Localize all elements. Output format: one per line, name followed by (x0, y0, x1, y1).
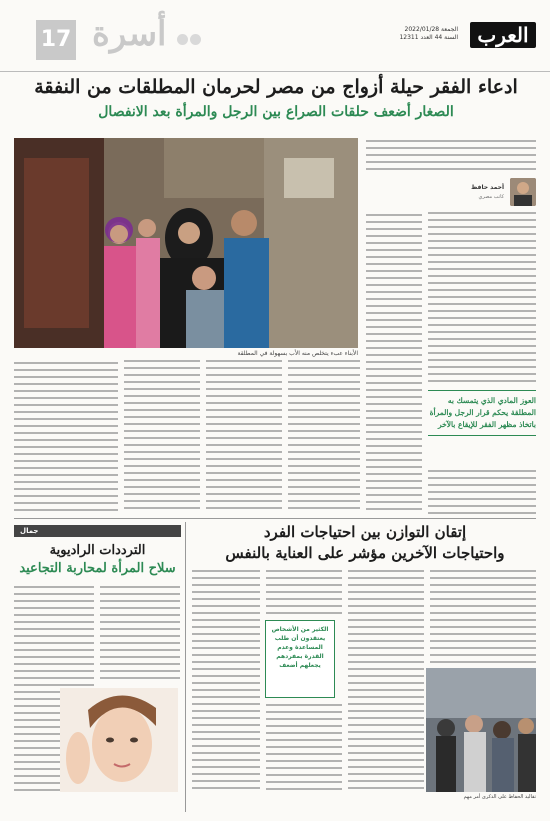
article1-column-4 (428, 470, 536, 514)
author-byline (426, 178, 536, 208)
article1-column-6 (206, 360, 282, 514)
article2-box-quote: الكثير من الأشخاص يعتقدون أن طلب المساعدة وعدم القدرة بمفردهم يجعلهم أضعف (265, 620, 335, 698)
article2-column-5 (192, 570, 260, 794)
crowd-photo (426, 668, 536, 792)
newspaper-logo: العرب (470, 22, 536, 48)
beauty-section-text: جمال (20, 527, 39, 535)
issue-info (399, 26, 458, 42)
beauty-headline (14, 542, 181, 578)
main-subhead: الصغار أضعف حلقات الصراع بين الرجل والمرأة بعد الانفصال (98, 104, 454, 120)
article2-headline-line1: إتقان التوازن بين احتياجات الفرد (263, 523, 467, 541)
beauty-column-1 (100, 586, 180, 684)
family-photo-illustration (14, 138, 358, 348)
author-avatar (510, 178, 536, 206)
article2-headline-line2: واحتياجات الآخرين مؤشر على العناية بالنفس (225, 544, 505, 562)
family-photo (14, 138, 358, 348)
article1-lead-text (366, 140, 536, 174)
pull-quote: العوز المادي الذي يتمسك به المطلقة يحكم قرار الرجل والمرأة باتخاذ مظهر الفقر للإيقاع بالآخر (428, 390, 536, 436)
section-divider (14, 518, 536, 519)
article2-column-1 (430, 570, 536, 664)
beauty-section-label (14, 525, 181, 537)
woman-face-photo (60, 688, 178, 792)
column-divider (185, 522, 186, 812)
article1-column-3 (366, 214, 422, 514)
crowd-photo-caption: تقاليد الحفاظ على الذكرى أمر مهم (463, 794, 536, 800)
article2-column-2 (348, 570, 424, 792)
main-headline: ادعاء الفقر حيلة أزواج من مصر لحرمان المطلقات من النفقة (34, 76, 518, 98)
article1-column-1 (428, 212, 536, 384)
photo-caption: الأبناء عبء يتخلص منه الأب بسهولة في المطلقة (237, 350, 358, 357)
article2-column-4 (266, 704, 342, 794)
author-role: كاتب مصري (478, 194, 504, 200)
beauty-headline-line1: الترددات الراديوية (49, 543, 146, 558)
article2-headline (190, 522, 540, 564)
article1-column-7 (124, 360, 200, 514)
section-title: أسرة (92, 14, 167, 54)
masthead (0, 0, 550, 72)
beauty-headline-line2: سلاح المرأة لمحاربة التجاعيد (19, 561, 176, 576)
article2-column-3 (266, 570, 342, 614)
section-dots-icon (175, 30, 201, 49)
author-name: أحمد حافظ (471, 184, 504, 191)
article1-column-8 (14, 362, 118, 514)
page-number: 17 (36, 20, 76, 60)
issue-date: الجمعة 2022/01/28 (404, 26, 458, 33)
article1-column-5 (288, 360, 360, 514)
issue-number: السنة 44 العدد 12311 (399, 34, 458, 41)
